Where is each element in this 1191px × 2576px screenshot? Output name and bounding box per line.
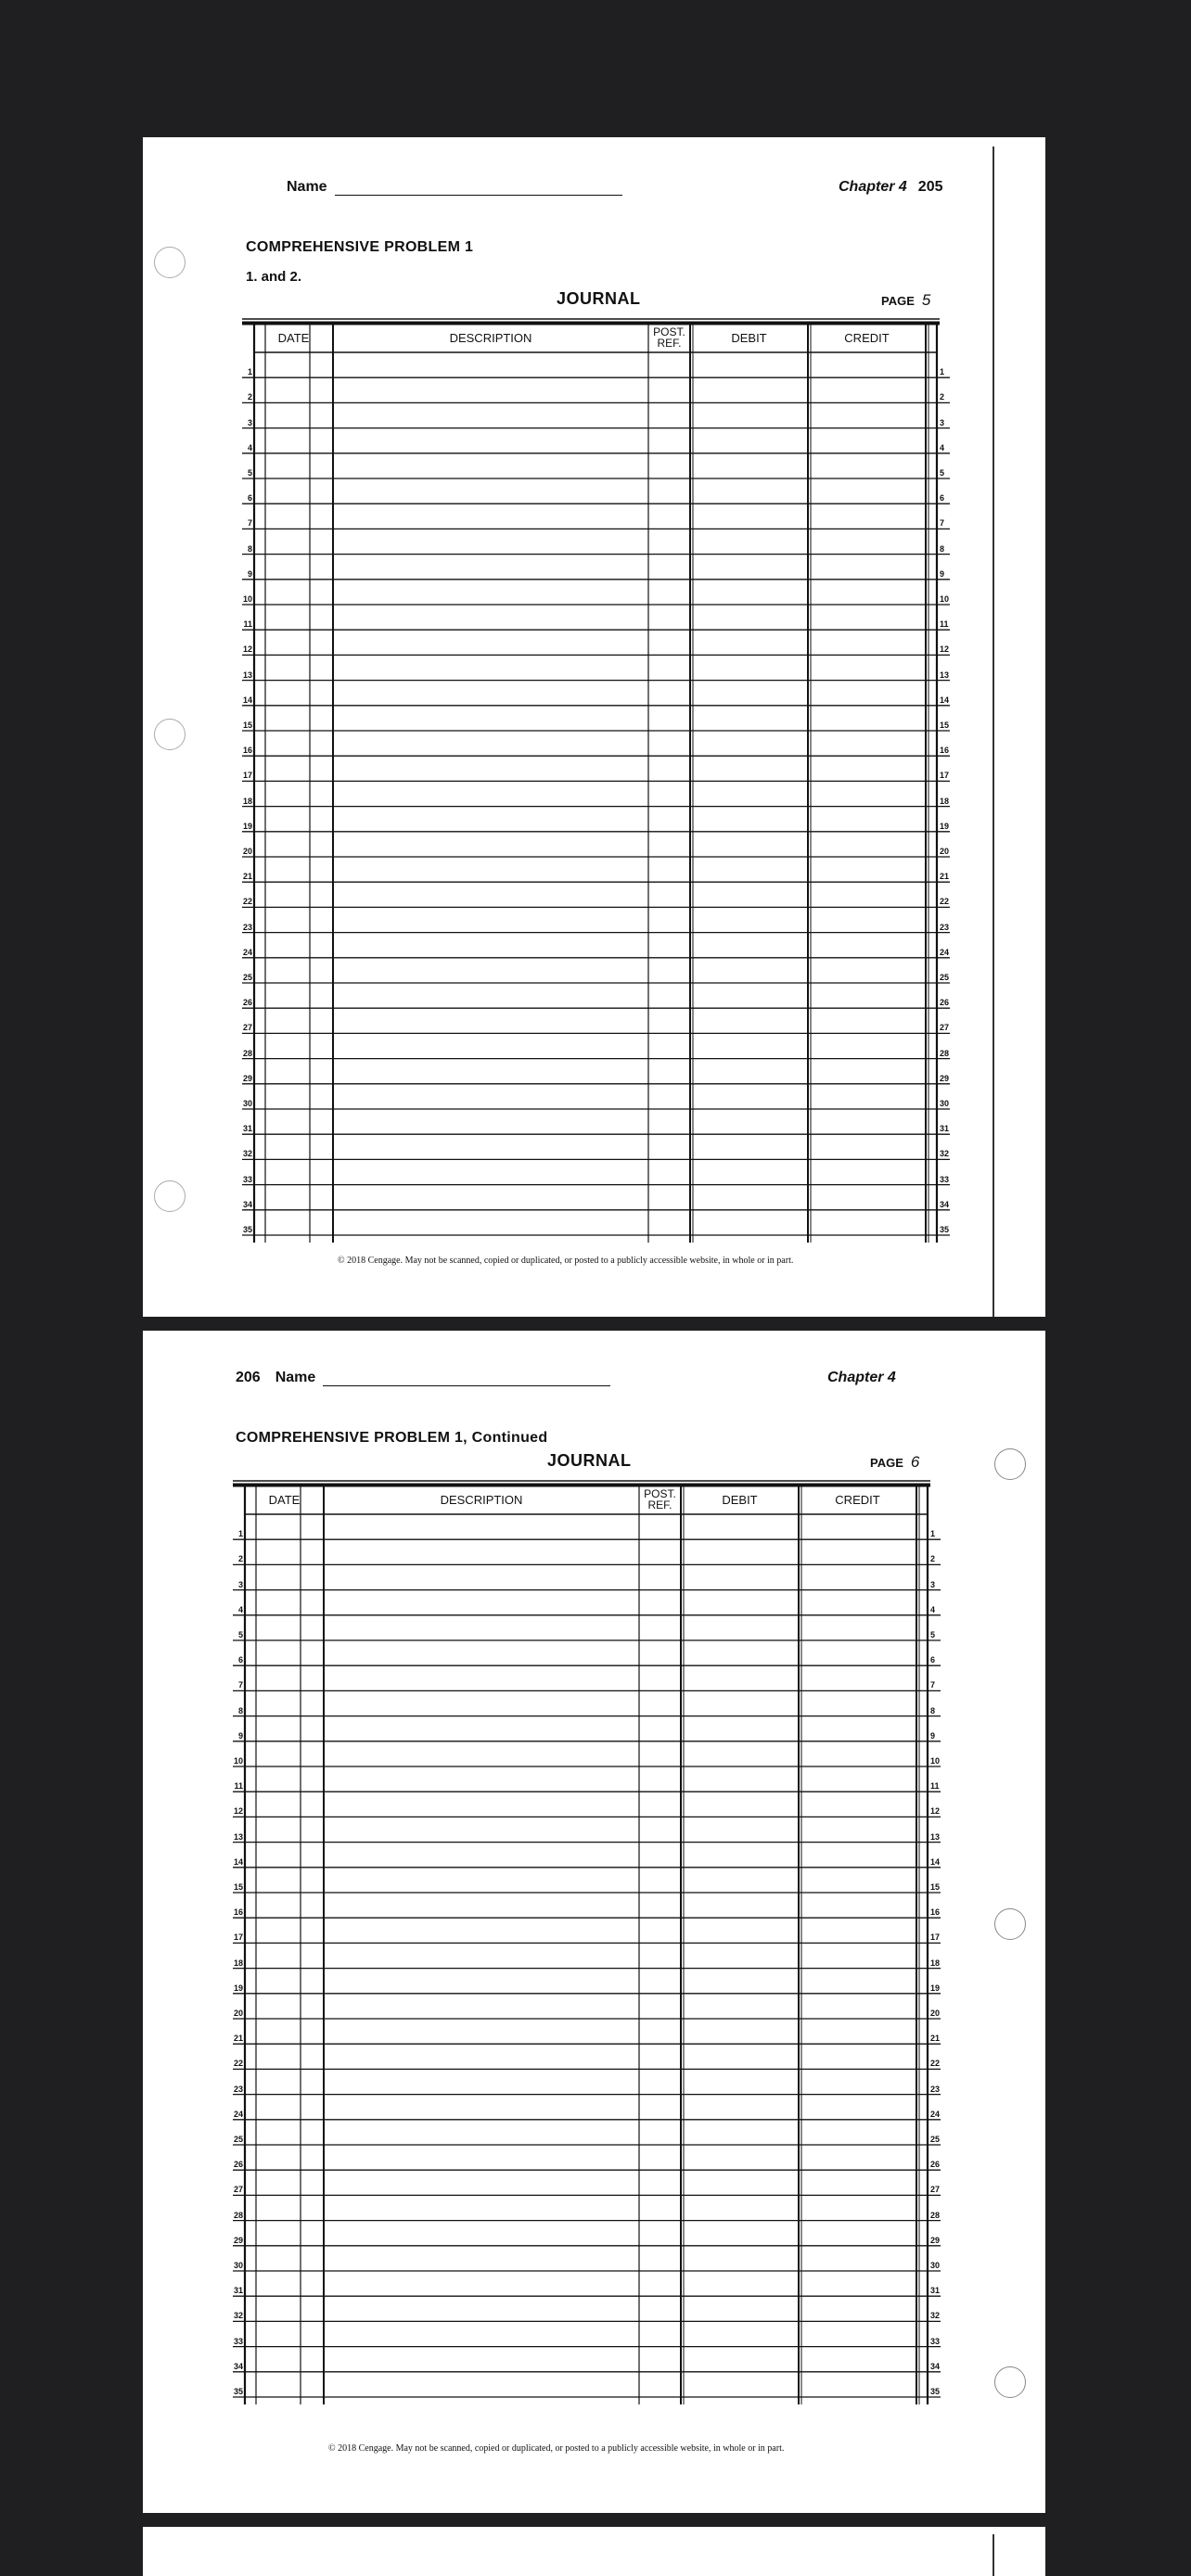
line-number-left: 8	[237, 1705, 243, 1715]
journal-page-indicator	[870, 1453, 919, 1472]
line-number-left: 26	[233, 2160, 243, 2170]
line-number-left: 16	[233, 1907, 243, 1918]
line-number-left: 35	[233, 2387, 243, 2396]
column-header-date: DATE	[268, 1493, 301, 1507]
line-number-right: 4	[930, 1604, 936, 1614]
line-number-right: 12	[940, 644, 950, 655]
page-edge-rule	[992, 147, 994, 1317]
journal-page-number: 5	[921, 291, 931, 309]
line-number-left: 23	[233, 2084, 243, 2094]
line-number-right: 23	[930, 2084, 941, 2094]
line-number-left: 15	[242, 721, 252, 730]
line-number-left: 31	[233, 2286, 243, 2296]
line-number-left: 32	[233, 2311, 243, 2321]
line-number-right: 33	[940, 1174, 950, 1184]
line-number-left: 21	[233, 2034, 243, 2044]
line-number-right: 21	[930, 2034, 941, 2044]
line-number-left: 14	[233, 1856, 243, 1867]
column-header-credit: CREDIT	[844, 331, 890, 345]
column-header-debit: DEBIT	[722, 1493, 758, 1507]
line-number-left: 24	[233, 2109, 243, 2119]
line-number-right: 7	[930, 1680, 936, 1690]
binder-hole	[994, 1908, 1026, 1940]
name-label: Name	[287, 179, 327, 195]
line-number-left: 20	[233, 2009, 243, 2018]
line-number-left: 6	[237, 1655, 243, 1665]
line-number-left: 10	[233, 1756, 243, 1766]
line-number-right: 4	[940, 442, 945, 453]
copyright-notice: © 2018 Cengage. May not be scanned, copied or duplicated, or posted to a publicly accessible website, in whole or in part.	[328, 2443, 785, 2454]
line-number-left: 9	[237, 1730, 243, 1741]
line-number-left: 34	[242, 1199, 252, 1209]
line-number-right: 6	[930, 1655, 936, 1665]
column-header-post-ref: POST.	[653, 325, 685, 338]
line-number-left: 35	[242, 1225, 252, 1234]
line-number-left: 22	[233, 2059, 243, 2069]
line-number-left: 5	[247, 468, 252, 478]
line-number-left: 12	[233, 1806, 243, 1817]
line-number-right: 29	[940, 1073, 950, 1083]
line-number-right: 11	[930, 1781, 940, 1792]
line-number-right: 15	[940, 721, 950, 730]
line-number-left: 19	[242, 821, 252, 831]
line-number-right: 20	[940, 847, 950, 856]
name-label: Name	[275, 1370, 316, 1385]
line-number-left: 27	[242, 1023, 252, 1033]
line-number-left: 19	[233, 1983, 243, 1993]
line-number-left: 16	[242, 746, 252, 756]
line-number-right: 16	[930, 1907, 941, 1918]
line-number-right: 19	[930, 1983, 941, 1993]
line-number-right: 24	[930, 2109, 941, 2119]
binder-hole	[154, 1180, 186, 1212]
line-number-left: 26	[242, 998, 252, 1008]
line-number-left: 11	[234, 1781, 243, 1792]
line-number-left: 15	[233, 1882, 243, 1892]
line-number-left: 7	[237, 1680, 243, 1690]
journal-title: JOURNAL	[557, 289, 641, 308]
line-number-right: 25	[940, 973, 950, 982]
line-number-left: 20	[242, 847, 252, 856]
line-number-right: 30	[940, 1099, 950, 1108]
copyright-notice: © 2018 Cengage. May not be scanned, copied or duplicated, or posted to a publicly accessible website, in whole or in part.	[338, 1256, 794, 1266]
line-number-right: 6	[940, 493, 945, 504]
journal-grid	[233, 1470, 941, 2408]
page-number: 206	[236, 1370, 261, 1385]
line-number-left: 9	[247, 568, 252, 579]
name-field[interactable]	[236, 1370, 610, 1386]
line-number-left: 33	[233, 2336, 243, 2346]
line-number-left: 1	[247, 367, 252, 377]
line-number-right: 13	[940, 670, 950, 680]
line-number-right: 29	[930, 2235, 941, 2245]
worksheet-page-next	[143, 2527, 1045, 2576]
line-number-right: 8	[930, 1705, 936, 1715]
line-number-left: 18	[233, 1958, 243, 1968]
line-number-left: 6	[247, 493, 252, 504]
line-number-left: 17	[242, 771, 252, 781]
line-number-right: 1	[940, 367, 945, 377]
column-header-credit: CREDIT	[835, 1493, 880, 1507]
line-number-right: 3	[940, 417, 945, 427]
chapter-label: Chapter 4	[839, 179, 907, 195]
line-number-right: 15	[930, 1882, 941, 1892]
column-header-debit: DEBIT	[731, 331, 767, 345]
line-number-right: 34	[930, 2361, 941, 2371]
line-number-right: 25	[930, 2135, 941, 2144]
binder-hole	[154, 247, 186, 278]
line-number-right: 10	[940, 594, 950, 604]
line-number-left: 7	[247, 518, 252, 529]
line-number-left: 24	[242, 947, 252, 957]
line-number-right: 10	[930, 1756, 941, 1766]
line-number-right: 22	[940, 897, 950, 907]
journal-title: JOURNAL	[547, 1451, 632, 1470]
line-number-left: 4	[247, 442, 252, 453]
line-number-left: 29	[242, 1073, 252, 1083]
line-number-left: 21	[242, 872, 252, 882]
line-number-left: 25	[233, 2135, 243, 2144]
line-number-left: 13	[233, 1831, 243, 1842]
line-number-right: 20	[930, 2009, 941, 2018]
problem-subheading: 1. and 2.	[246, 269, 302, 285]
journal-table[interactable]	[242, 308, 950, 1234]
line-number-right: 32	[940, 1149, 950, 1159]
journal-page-label: PAGE	[881, 294, 915, 308]
binder-hole	[994, 2366, 1026, 2398]
line-number-right: 17	[940, 771, 950, 781]
column-header-post-ref: POST.	[644, 1487, 676, 1500]
line-number-right: 28	[940, 1048, 950, 1058]
line-number-right: 31	[940, 1124, 950, 1134]
line-number-right: 2	[930, 1554, 936, 1564]
column-header-date: DATE	[277, 331, 310, 345]
line-number-left: 5	[237, 1630, 243, 1639]
line-number-right: 35	[940, 1225, 950, 1234]
line-number-right: 11	[940, 619, 949, 630]
line-number-right: 9	[930, 1730, 936, 1741]
line-number-right: 26	[940, 998, 950, 1008]
line-number-right: 18	[930, 1958, 941, 1968]
line-number-right: 17	[930, 1932, 941, 1943]
line-number-right: 35	[930, 2387, 941, 2396]
line-number-right: 14	[930, 1856, 941, 1867]
line-number-left: 30	[242, 1099, 252, 1108]
line-number-left: 17	[233, 1932, 243, 1943]
line-number-right: 14	[940, 695, 950, 705]
problem-title: COMPREHENSIVE PROBLEM 1	[246, 239, 474, 255]
line-number-right: 5	[930, 1630, 936, 1639]
line-number-left: 29	[233, 2235, 243, 2245]
journal-page-label: PAGE	[870, 1456, 903, 1470]
line-number-right: 31	[930, 2286, 941, 2296]
line-number-left: 1	[237, 1529, 243, 1539]
line-number-left: 3	[237, 1579, 243, 1589]
chapter-header	[839, 179, 943, 196]
line-number-right: 33	[930, 2336, 941, 2346]
line-number-left: 3	[247, 417, 252, 427]
line-number-right: 12	[930, 1806, 941, 1817]
line-number-right: 30	[930, 2261, 941, 2270]
line-number-right: 28	[930, 2210, 941, 2220]
line-number-right: 3	[930, 1579, 936, 1589]
line-number-right: 8	[940, 543, 945, 554]
binder-hole	[994, 1448, 1026, 1480]
line-number-left: 22	[242, 897, 252, 907]
line-number-right: 1	[930, 1529, 936, 1539]
line-number-left: 31	[242, 1124, 252, 1134]
name-blank-line[interactable]	[323, 1372, 610, 1386]
line-number-left: 28	[242, 1048, 252, 1058]
line-number-right: 7	[940, 518, 945, 529]
line-number-left: 34	[233, 2361, 243, 2371]
line-number-left: 13	[242, 670, 252, 680]
journal-page-number: 6	[910, 1453, 920, 1471]
line-number-right: 27	[940, 1023, 950, 1033]
line-number-left: 12	[242, 644, 252, 655]
line-number-right: 22	[930, 2059, 941, 2069]
column-header-post-ref-2: REF.	[647, 1498, 672, 1511]
line-number-left: 8	[247, 543, 252, 554]
column-header-description: DESCRIPTION	[440, 1493, 523, 1507]
line-number-right: 21	[940, 872, 950, 882]
worksheet-page-205	[143, 137, 1045, 1317]
journal-table[interactable]	[233, 1470, 941, 2536]
line-number-left: 2	[247, 392, 252, 402]
journal-page-indicator	[881, 291, 930, 310]
line-number-left: 2	[237, 1554, 243, 1564]
name-blank-line[interactable]	[335, 182, 622, 196]
line-number-left: 25	[242, 973, 252, 982]
line-number-right: 26	[930, 2160, 941, 2170]
line-number-left: 27	[233, 2185, 243, 2195]
line-number-left: 14	[242, 695, 252, 705]
line-number-right: 18	[940, 796, 950, 806]
line-number-left: 30	[233, 2261, 243, 2270]
journal-grid	[242, 308, 950, 1246]
page-number: 205	[917, 179, 943, 195]
worksheet-page-206	[143, 1331, 1045, 2513]
line-number-right: 5	[940, 468, 945, 478]
line-number-left: 4	[237, 1604, 243, 1614]
line-number-right: 16	[940, 746, 950, 756]
line-number-right: 2	[940, 392, 945, 402]
column-header-post-ref-2: REF.	[657, 337, 682, 350]
line-number-right: 19	[940, 821, 950, 831]
line-number-right: 9	[940, 568, 945, 579]
line-number-left: 33	[242, 1174, 252, 1184]
name-field[interactable]	[287, 179, 622, 196]
line-number-right: 24	[940, 947, 950, 957]
line-number-left: 32	[242, 1149, 252, 1159]
page-edge-rule	[992, 2534, 994, 2576]
line-number-left: 28	[233, 2210, 243, 2220]
line-number-left: 18	[242, 796, 252, 806]
line-number-left: 11	[243, 619, 252, 630]
line-number-right: 13	[930, 1831, 941, 1842]
line-number-right: 32	[930, 2311, 941, 2321]
column-header-description: DESCRIPTION	[449, 331, 532, 345]
line-number-right: 23	[940, 922, 950, 932]
binder-hole	[154, 719, 186, 750]
line-number-left: 10	[242, 594, 252, 604]
problem-title: COMPREHENSIVE PROBLEM 1, Continued	[236, 1430, 548, 1446]
line-number-right: 34	[940, 1199, 950, 1209]
chapter-label: Chapter 4	[827, 1370, 896, 1385]
line-number-left: 23	[242, 922, 252, 932]
line-number-right: 27	[930, 2185, 941, 2195]
